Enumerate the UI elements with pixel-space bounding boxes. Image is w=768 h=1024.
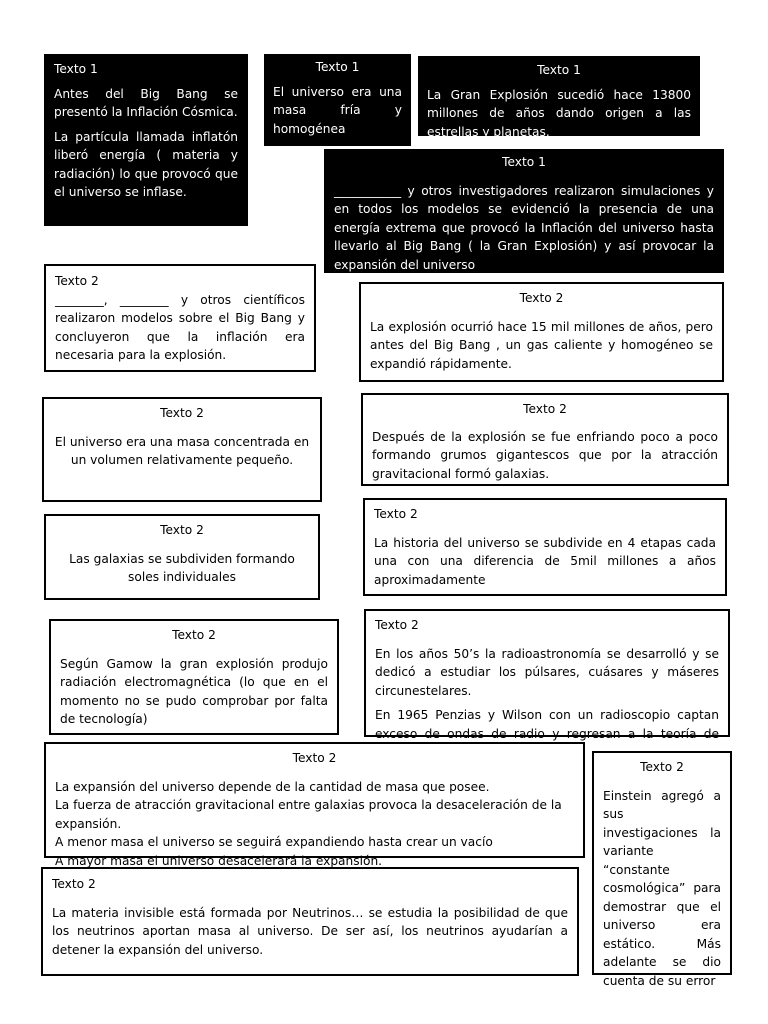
card-text: La partícula llamada inflatón liberó energía ( materia y radiación) lo que provocó que el universo se inflase. xyxy=(54,129,238,199)
card-texto2-radioastronomia xyxy=(364,609,730,741)
card-title: Texto 2 xyxy=(374,507,418,521)
card-title: Texto 2 xyxy=(640,760,684,774)
card-title: Texto 1 xyxy=(502,155,546,169)
card-text: El universo era una masa concentrada en un volumen relativamente pequeño. xyxy=(54,434,310,467)
card-text: La Gran Explosión sucedió hace 13800 millones de años dando origen a las estrellas y planetas. xyxy=(427,87,691,139)
card-text: Einstein agregó a sus investigaciones la variante “constante cosmológica” para demostrar que el universo era estático. Más adelante se dio cuenta de su error xyxy=(603,788,721,988)
card-title: Texto 2 xyxy=(52,877,96,891)
card-title: Texto 2 xyxy=(375,618,419,632)
card-texto2-masa-concentrada xyxy=(42,397,322,502)
card-text: Según Gamow la gran explosión produjo radiación electromagnética (lo que en el momento no se pudo comprobar por falta de tecnología) xyxy=(60,656,328,726)
card-text: Las galaxias se subdividen formando soles individuales xyxy=(69,551,295,584)
card-line: La expansión del universo depende de la cantidad de masa que posee. xyxy=(55,779,490,794)
card-text: La historia del universo se subdivide en 4 etapas cada una con una diferencia de 5mil millones a años aproximadamente xyxy=(374,535,716,587)
card-title: Texto 2 xyxy=(55,274,99,288)
card-texto1-inflacion-cosmica xyxy=(44,54,248,226)
card-texto1-gran-explosion xyxy=(418,56,700,139)
card-title: Texto 1 xyxy=(315,60,360,74)
card-title: Texto 2 xyxy=(172,628,216,642)
card-text: En 1965 Penzias y Wilson con un radioscopio captan exceso de ondas de radio y regresan a la teoría de xyxy=(375,708,719,741)
card-title: Texto 2 xyxy=(519,291,564,305)
card-text: La materia invisible está formada por Neutrinos… se estudia la posibilidad de que los neutrinos aportan masa al universo. De ser así, los neutrinos ayudarían a detener la expansión del universo. xyxy=(52,905,568,957)
card-line: La fuerza de atracción gravitacional entre galaxias provoca la desaceleración de la expansión. xyxy=(55,798,562,831)
card-line: A mayor masa el universo desacelerará la expansión. xyxy=(55,853,383,868)
card-text: En los años 50’s la radioastronomía se desarrolló y se dedicó a estudiar los púlsares, cuásares y máseres circunestelares. xyxy=(375,646,719,698)
card-texto1-simulaciones xyxy=(324,149,724,273)
card-line: A menor masa el universo se seguirá expandiendo hasta crear un vacío xyxy=(55,835,493,849)
card-text: Después de la explosión se fue enfriando poco a poco formando grumos gigantescos que por la atracción gravitacional formó galaxias. xyxy=(372,429,718,481)
card-text: El universo era una masa fría y homogénea xyxy=(273,84,402,136)
card-title: Texto 1 xyxy=(537,63,581,77)
card-texto2-neutrinos xyxy=(41,867,579,976)
card-text: ________, ________ y otros científicos realizaron modelos sobre el Big Bang y concluyeron que la inflación era necesaria para la explosión. xyxy=(55,292,305,362)
card-texto2-expansion-masa xyxy=(44,742,585,868)
card-title: Texto 2 xyxy=(160,406,204,420)
card-text: ___________ y otros investigadores realizaron simulaciones y en todos los modelos se evidenció la presencia de una energía extrema que provocó la Inflación del universo hasta llevarlo al Big Bang ( la Gran Explosión) y así provocar la expansión del universo xyxy=(334,183,714,272)
card-text: Antes del Big Bang se presentó la Inflación Cósmica. xyxy=(54,86,238,119)
card-texto2-cientificos xyxy=(44,264,316,372)
card-texto2-galaxias-formacion xyxy=(361,393,729,486)
card-texto2-einstein xyxy=(592,751,732,988)
card-texto1-masa-fria xyxy=(264,54,411,146)
card-texto2-cuatro-etapas xyxy=(363,498,727,596)
card-texto2-gamow xyxy=(49,619,339,735)
card-texto2-soles-individuales xyxy=(44,514,320,600)
card-title: Texto 1 xyxy=(54,62,98,76)
card-title: Texto 2 xyxy=(292,751,337,765)
card-title: Texto 2 xyxy=(523,402,567,416)
card-text: La explosión ocurrió hace 15 mil millones de años, pero antes del Big Bang , un gas caliente y homogéneo se expandió rápidamente. xyxy=(370,319,713,371)
card-title: Texto 2 xyxy=(160,523,204,537)
card-texto2-15-mil-millones xyxy=(359,282,724,382)
